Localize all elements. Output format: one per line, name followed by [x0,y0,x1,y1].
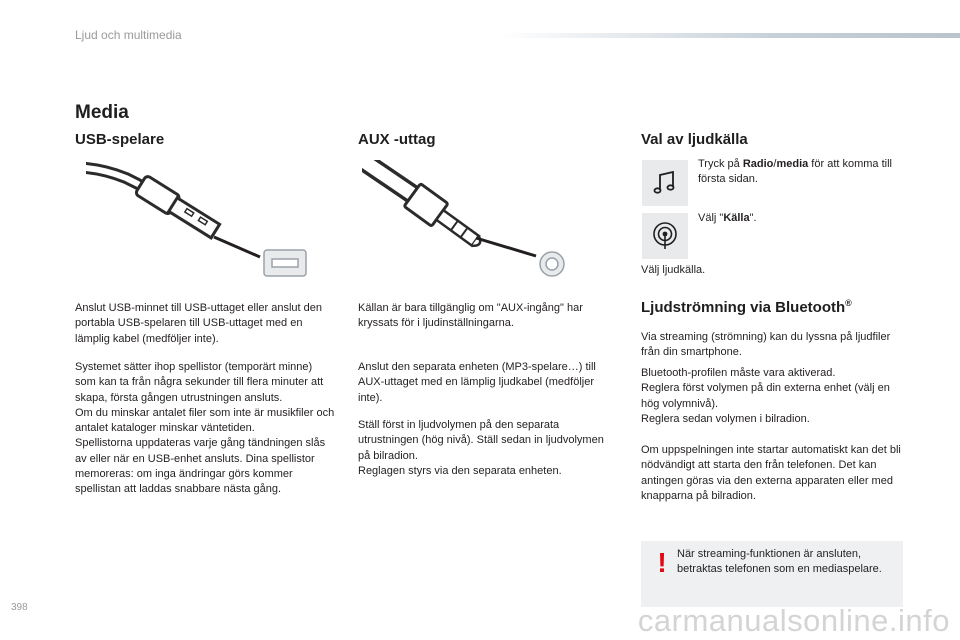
source-step-1-radio: Radio [742,158,774,170]
source-step-1-pre: Tryck på [698,158,743,170]
aux-paragraph-3-line: Ställ först in ljudvolymen på den separata utrustningen (hög nivå). Ställ sedan in ljudvolymen på bilradion. [358,419,604,462]
usb-paragraph-2 [75,360,335,498]
bluetooth-heading-text: Ljudströmning via Bluetooth [641,299,846,316]
source-step-2-kalla: Källa [723,212,750,224]
bluetooth-paragraph-3: Om uppspelningen inte startar automatiskt kan det bli nödvändigt att starta den från telefonen. Det kan antingen göras via den externa apparaten eller med knapparna på bilradion. [641,444,901,502]
bluetooth-paragraph-2-line: Bluetooth-profilen måste vara aktiverad. [641,367,836,379]
page-number: 398 [11,602,28,613]
exclamation-icon: ! [657,547,667,578]
aux-paragraph-3 [358,418,618,479]
source-step-1-post: för att komma till första sidan. [698,158,892,186]
source-after-text: Välj ljudkälla. [641,264,706,276]
aux-paragraph-3-line: Reglagen styrs via den separata enheten. [358,464,562,477]
bluetooth-paragraph-1: Via streaming (strömning) kan du lyssna på ljudfiler från din smartphone. [641,331,891,359]
aux-paragraph-2: Anslut den separata enheten (MP3-spelare…) till AUX-uttaget med en lämplig ljudkabel (medföljer inte). [358,361,596,404]
source-step-2-pre: Välj " [698,212,724,224]
radio-source-icon [642,213,688,259]
source-heading: Val av ljudkälla [641,131,748,148]
usb-paragraph-2-line: Spellistorna uppdateras varje gång tändningen slås av eller när en USB-enhet ansluts. Dina spellistor memoreras: om inga ändringar görs kommer spellistan att laddas snabbare nästa gång. [75,437,326,496]
music-note-icon [642,160,688,206]
usb-paragraph-2-line: Systemet sätter ihop spellistor (temporärt minne) som kan ta från några sekunder till flera minuter att skapa, första gången utrustningen ansluts. [75,361,324,404]
aux-paragraph-1: Källan är bara tillgänglig om "AUX-ingång" har kryssats för i ljudinställningarna. [358,302,583,330]
aux-heading: AUX -uttag [358,131,436,148]
bluetooth-paragraph-2-line: Reglera först volymen på din externa enhet (välj en hög volymnivå). [641,382,890,410]
bluetooth-heading [641,298,852,316]
usb-paragraph-1: Anslut USB-minnet till USB-uttaget eller anslut den portabla USB-spelaren till USB-uttaget med en lämplig kabel (medföljer inte). [75,302,323,345]
page-title: Media [75,102,129,123]
source-step-1-sep: / [773,158,777,170]
usb-illustration-icon [86,160,310,280]
source-step-1-media: media [776,158,809,170]
watermark: carmanualsonline.info [637,603,950,638]
section-header: Ljud och multimedia [75,28,182,42]
aux-illustration-icon [362,160,572,278]
source-step-2-post: ". [749,212,757,224]
header-rule [500,33,960,38]
usb-heading: USB-spelare [75,131,165,148]
registered-mark: ® [845,298,852,308]
note-text: När streaming-funktionen är ansluten, betraktas telefonen som en mediaspelare. [677,548,882,576]
source-step-1 [698,157,903,188]
bluetooth-paragraph-2-line: Reglera sedan volymen i bilradion. [641,412,810,425]
usb-paragraph-2-line: Om du minskar antalet filer som inte är musikfiler och antalet kataloger minskar väntetiden. [75,406,335,435]
source-step-2 [698,211,903,226]
bluetooth-paragraph-2 [641,366,903,427]
